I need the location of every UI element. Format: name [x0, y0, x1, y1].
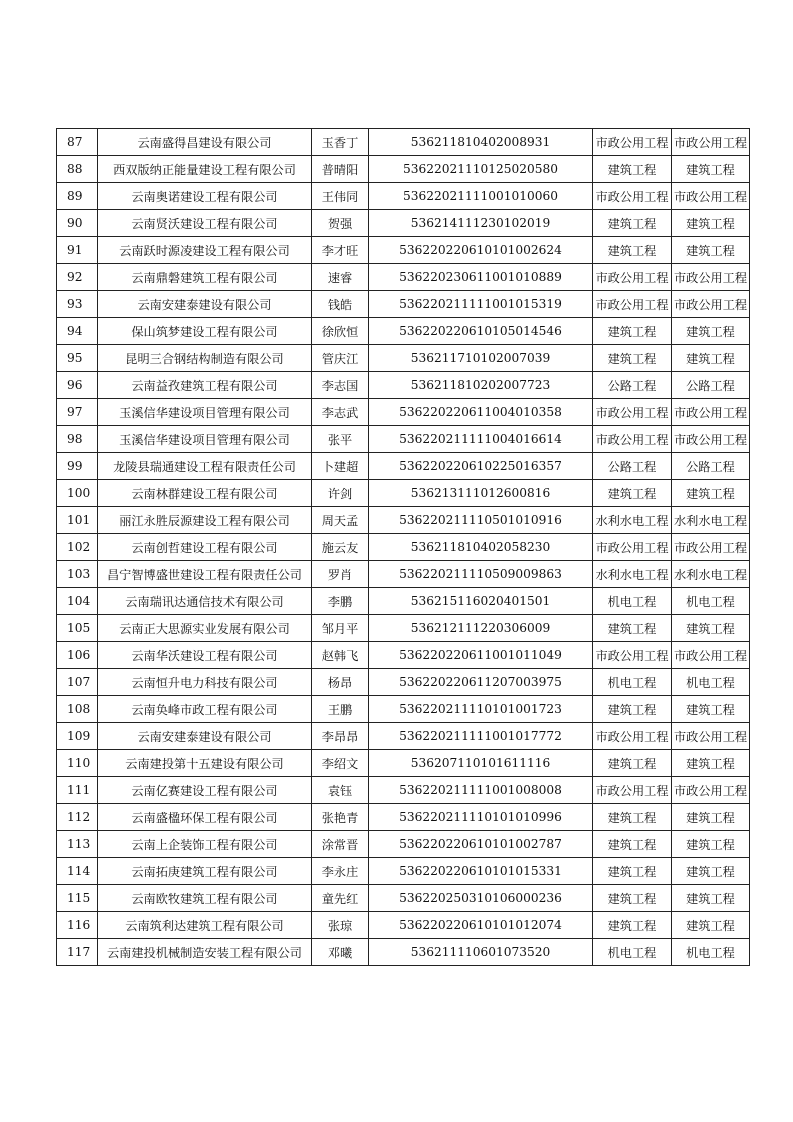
company-name-cell: 云南贤沃建设工程有限公司	[98, 210, 312, 237]
row-number-cell: 114	[57, 858, 98, 885]
major-primary-cell: 水利水电工程	[593, 561, 672, 588]
table-row	[57, 210, 750, 237]
major-secondary-cell: 市政公用工程	[672, 183, 750, 210]
person-name-cell: 钱皓	[312, 291, 369, 318]
row-number-cell: 89	[57, 183, 98, 210]
person-name-cell: 袁钰	[312, 777, 369, 804]
person-name-cell: 李鹏	[312, 588, 369, 615]
company-name-cell: 云南盛楹环保工程有限公司	[98, 804, 312, 831]
certificate-number-cell: 536220220610101002624	[369, 237, 593, 264]
table-row	[57, 399, 750, 426]
major-primary-cell: 市政公用工程	[593, 291, 672, 318]
major-secondary-cell: 机电工程	[672, 588, 750, 615]
person-name-cell: 李志国	[312, 372, 369, 399]
table-row	[57, 561, 750, 588]
table-row	[57, 156, 750, 183]
personnel-table	[56, 128, 750, 966]
major-secondary-cell: 市政公用工程	[672, 399, 750, 426]
company-name-cell: 龙陵县瑞通建设工程有限责任公司	[98, 453, 312, 480]
person-name-cell: 童先红	[312, 885, 369, 912]
person-name-cell: 贺强	[312, 210, 369, 237]
major-primary-cell: 建筑工程	[593, 804, 672, 831]
company-name-cell: 云南安建泰建设有限公司	[98, 723, 312, 750]
company-name-cell: 云南盛得昌建设有限公司	[98, 129, 312, 156]
row-number-cell: 102	[57, 534, 98, 561]
row-number-cell: 97	[57, 399, 98, 426]
table-row	[57, 480, 750, 507]
row-number-cell: 103	[57, 561, 98, 588]
person-name-cell: 李永庄	[312, 858, 369, 885]
person-name-cell: 许剑	[312, 480, 369, 507]
certificate-number-cell: 536220220611001011049	[369, 642, 593, 669]
major-secondary-cell: 建筑工程	[672, 885, 750, 912]
row-number-cell: 116	[57, 912, 98, 939]
major-secondary-cell: 建筑工程	[672, 750, 750, 777]
major-primary-cell: 建筑工程	[593, 480, 672, 507]
major-secondary-cell: 建筑工程	[672, 480, 750, 507]
row-number-cell: 107	[57, 669, 98, 696]
table-row	[57, 345, 750, 372]
row-number-cell: 94	[57, 318, 98, 345]
major-secondary-cell: 公路工程	[672, 372, 750, 399]
table-row	[57, 237, 750, 264]
company-name-cell: 云南跃时源凌建设工程有限公司	[98, 237, 312, 264]
row-number-cell: 96	[57, 372, 98, 399]
row-number-cell: 111	[57, 777, 98, 804]
company-name-cell: 玉溪信华建设项目管理有限公司	[98, 399, 312, 426]
table-row	[57, 939, 750, 966]
certificate-number-cell: 536211110601073520	[369, 939, 593, 966]
row-number-cell: 99	[57, 453, 98, 480]
person-name-cell: 罗肖	[312, 561, 369, 588]
certificate-number-cell: 536215116020401501	[369, 588, 593, 615]
certificate-number-cell: 536211810402058230	[369, 534, 593, 561]
row-number-cell: 100	[57, 480, 98, 507]
major-secondary-cell: 市政公用工程	[672, 777, 750, 804]
certificate-number-cell: 536214111230102019	[369, 210, 593, 237]
certificate-number-cell: 536220211111001017772	[369, 723, 593, 750]
table-row	[57, 318, 750, 345]
company-name-cell: 云南瑞讯达通信技术有限公司	[98, 588, 312, 615]
major-secondary-cell: 公路工程	[672, 453, 750, 480]
certificate-number-cell: 536220220610101015331	[369, 858, 593, 885]
certificate-number-cell: 536220211110509009863	[369, 561, 593, 588]
company-name-cell: 云南安建泰建设有限公司	[98, 291, 312, 318]
person-name-cell: 速睿	[312, 264, 369, 291]
person-name-cell: 普晴阳	[312, 156, 369, 183]
table-row	[57, 534, 750, 561]
major-primary-cell: 机电工程	[593, 588, 672, 615]
major-primary-cell: 建筑工程	[593, 696, 672, 723]
certificate-number-cell: 53622021110125020580	[369, 156, 593, 183]
certificate-number-cell: 536220211110101001723	[369, 696, 593, 723]
major-secondary-cell: 建筑工程	[672, 696, 750, 723]
row-number-cell: 117	[57, 939, 98, 966]
table-row	[57, 183, 750, 210]
major-primary-cell: 建筑工程	[593, 318, 672, 345]
person-name-cell: 卜建超	[312, 453, 369, 480]
major-secondary-cell: 水利水电工程	[672, 561, 750, 588]
row-number-cell: 95	[57, 345, 98, 372]
major-primary-cell: 建筑工程	[593, 237, 672, 264]
certificate-number-cell: 536220220610101002787	[369, 831, 593, 858]
row-number-cell: 92	[57, 264, 98, 291]
person-name-cell: 玉香丁	[312, 129, 369, 156]
row-number-cell: 104	[57, 588, 98, 615]
certificate-number-cell: 536220211110101010996	[369, 804, 593, 831]
major-primary-cell: 机电工程	[593, 939, 672, 966]
table-row	[57, 642, 750, 669]
major-primary-cell: 市政公用工程	[593, 129, 672, 156]
company-name-cell: 云南正大思源实业发展有限公司	[98, 615, 312, 642]
table-row	[57, 615, 750, 642]
row-number-cell: 101	[57, 507, 98, 534]
certificate-number-cell: 536220220610105014546	[369, 318, 593, 345]
certificate-number-cell: 536220220610225016357	[369, 453, 593, 480]
company-name-cell: 云南亿赛建设工程有限公司	[98, 777, 312, 804]
company-name-cell: 保山筑梦建设工程有限公司	[98, 318, 312, 345]
company-name-cell: 云南建投第十五建设有限公司	[98, 750, 312, 777]
major-primary-cell: 建筑工程	[593, 210, 672, 237]
major-secondary-cell: 市政公用工程	[672, 129, 750, 156]
person-name-cell: 王伟同	[312, 183, 369, 210]
certificate-number-cell: 536220220611004010358	[369, 399, 593, 426]
major-primary-cell: 建筑工程	[593, 156, 672, 183]
company-name-cell: 云南益孜建筑工程有限公司	[98, 372, 312, 399]
person-name-cell: 李志武	[312, 399, 369, 426]
major-secondary-cell: 市政公用工程	[672, 426, 750, 453]
major-secondary-cell: 水利水电工程	[672, 507, 750, 534]
person-name-cell: 赵韩飞	[312, 642, 369, 669]
major-secondary-cell: 机电工程	[672, 669, 750, 696]
major-primary-cell: 水利水电工程	[593, 507, 672, 534]
certificate-number-cell: 536220211111001008008	[369, 777, 593, 804]
major-secondary-cell: 市政公用工程	[672, 723, 750, 750]
major-primary-cell: 建筑工程	[593, 615, 672, 642]
row-number-cell: 90	[57, 210, 98, 237]
person-name-cell: 王鹏	[312, 696, 369, 723]
major-secondary-cell: 市政公用工程	[672, 642, 750, 669]
person-name-cell: 李绍文	[312, 750, 369, 777]
major-primary-cell: 市政公用工程	[593, 777, 672, 804]
certificate-number-cell: 536220211110501010916	[369, 507, 593, 534]
row-number-cell: 113	[57, 831, 98, 858]
major-secondary-cell: 建筑工程	[672, 345, 750, 372]
major-primary-cell: 市政公用工程	[593, 534, 672, 561]
company-name-cell: 昆明三合钢结构制造有限公司	[98, 345, 312, 372]
major-secondary-cell: 机电工程	[672, 939, 750, 966]
certificate-number-cell: 536220220610101012074	[369, 912, 593, 939]
table-row	[57, 858, 750, 885]
major-primary-cell: 市政公用工程	[593, 399, 672, 426]
row-number-cell: 106	[57, 642, 98, 669]
major-secondary-cell: 建筑工程	[672, 156, 750, 183]
person-name-cell: 涂常晋	[312, 831, 369, 858]
company-name-cell: 云南建投机械制造安装工程有限公司	[98, 939, 312, 966]
certificate-number-cell: 536213111012600816	[369, 480, 593, 507]
person-name-cell: 管庆江	[312, 345, 369, 372]
person-name-cell: 李昂昂	[312, 723, 369, 750]
table-row	[57, 696, 750, 723]
major-primary-cell: 市政公用工程	[593, 183, 672, 210]
table-row	[57, 291, 750, 318]
certificate-number-cell: 53622021111001010060	[369, 183, 593, 210]
certificate-number-cell: 536212111220306009	[369, 615, 593, 642]
company-name-cell: 西双版纳正能量建设工程有限公司	[98, 156, 312, 183]
company-name-cell: 云南筑利达建筑工程有限公司	[98, 912, 312, 939]
row-number-cell: 93	[57, 291, 98, 318]
company-name-cell: 云南拓庚建筑工程有限公司	[98, 858, 312, 885]
person-name-cell: 张艳青	[312, 804, 369, 831]
major-primary-cell: 市政公用工程	[593, 723, 672, 750]
person-name-cell: 李才旺	[312, 237, 369, 264]
table-row	[57, 264, 750, 291]
table-row	[57, 912, 750, 939]
major-primary-cell: 建筑工程	[593, 831, 672, 858]
table-row	[57, 885, 750, 912]
major-primary-cell: 市政公用工程	[593, 426, 672, 453]
major-primary-cell: 建筑工程	[593, 858, 672, 885]
certificate-number-cell: 536220230611001010889	[369, 264, 593, 291]
person-name-cell: 张平	[312, 426, 369, 453]
major-primary-cell: 公路工程	[593, 453, 672, 480]
major-secondary-cell: 市政公用工程	[672, 264, 750, 291]
person-name-cell: 张琼	[312, 912, 369, 939]
table-row	[57, 426, 750, 453]
person-name-cell: 邹月平	[312, 615, 369, 642]
major-primary-cell: 建筑工程	[593, 750, 672, 777]
person-name-cell: 杨昂	[312, 669, 369, 696]
table-row	[57, 804, 750, 831]
major-secondary-cell: 建筑工程	[672, 912, 750, 939]
certificate-number-cell: 536220211111004016614	[369, 426, 593, 453]
table-row	[57, 588, 750, 615]
company-name-cell: 云南创哲建设工程有限公司	[98, 534, 312, 561]
company-name-cell: 丽江永胜辰源建设工程有限公司	[98, 507, 312, 534]
major-primary-cell: 建筑工程	[593, 345, 672, 372]
company-name-cell: 云南华沃建设工程有限公司	[98, 642, 312, 669]
major-secondary-cell: 建筑工程	[672, 615, 750, 642]
row-number-cell: 110	[57, 750, 98, 777]
row-number-cell: 88	[57, 156, 98, 183]
table-row	[57, 129, 750, 156]
major-secondary-cell: 建筑工程	[672, 237, 750, 264]
table-row	[57, 831, 750, 858]
certificate-number-cell: 536220250310106000236	[369, 885, 593, 912]
major-secondary-cell: 建筑工程	[672, 831, 750, 858]
table-row	[57, 507, 750, 534]
major-secondary-cell: 建筑工程	[672, 210, 750, 237]
major-primary-cell: 市政公用工程	[593, 642, 672, 669]
major-secondary-cell: 市政公用工程	[672, 534, 750, 561]
row-number-cell: 105	[57, 615, 98, 642]
row-number-cell: 109	[57, 723, 98, 750]
certificate-number-cell: 536211810402008931	[369, 129, 593, 156]
major-primary-cell: 公路工程	[593, 372, 672, 399]
row-number-cell: 112	[57, 804, 98, 831]
company-name-cell: 云南奂峰市政工程有限公司	[98, 696, 312, 723]
major-primary-cell: 机电工程	[593, 669, 672, 696]
person-name-cell: 周天孟	[312, 507, 369, 534]
major-secondary-cell: 建筑工程	[672, 858, 750, 885]
person-name-cell: 徐欣恒	[312, 318, 369, 345]
major-secondary-cell: 建筑工程	[672, 318, 750, 345]
major-primary-cell: 市政公用工程	[593, 264, 672, 291]
company-name-cell: 玉溪信华建设项目管理有限公司	[98, 426, 312, 453]
row-number-cell: 91	[57, 237, 98, 264]
certificate-number-cell: 536220220611207003975	[369, 669, 593, 696]
table-row	[57, 777, 750, 804]
major-primary-cell: 建筑工程	[593, 912, 672, 939]
major-primary-cell: 建筑工程	[593, 885, 672, 912]
personnel-table-body	[57, 129, 750, 966]
major-secondary-cell: 建筑工程	[672, 804, 750, 831]
company-name-cell: 云南欧牧建筑工程有限公司	[98, 885, 312, 912]
major-secondary-cell: 市政公用工程	[672, 291, 750, 318]
person-name-cell: 邓曦	[312, 939, 369, 966]
company-name-cell: 云南奥诺建设工程有限公司	[98, 183, 312, 210]
certificate-number-cell: 536211810202007723	[369, 372, 593, 399]
row-number-cell: 115	[57, 885, 98, 912]
company-name-cell: 云南林群建设工程有限公司	[98, 480, 312, 507]
company-name-cell: 云南上企装饰工程有限公司	[98, 831, 312, 858]
table-row	[57, 750, 750, 777]
table-row	[57, 453, 750, 480]
table-row	[57, 669, 750, 696]
company-name-cell: 云南恒升电力科技有限公司	[98, 669, 312, 696]
table-row	[57, 372, 750, 399]
row-number-cell: 108	[57, 696, 98, 723]
table-row	[57, 723, 750, 750]
person-name-cell: 施云友	[312, 534, 369, 561]
company-name-cell: 昌宁智博盛世建设工程有限责任公司	[98, 561, 312, 588]
certificate-number-cell: 536207110101611116	[369, 750, 593, 777]
certificate-number-cell: 536220211111001015319	[369, 291, 593, 318]
certificate-number-cell: 536211710102007039	[369, 345, 593, 372]
company-name-cell: 云南鼎磐建筑工程有限公司	[98, 264, 312, 291]
row-number-cell: 98	[57, 426, 98, 453]
row-number-cell: 87	[57, 129, 98, 156]
